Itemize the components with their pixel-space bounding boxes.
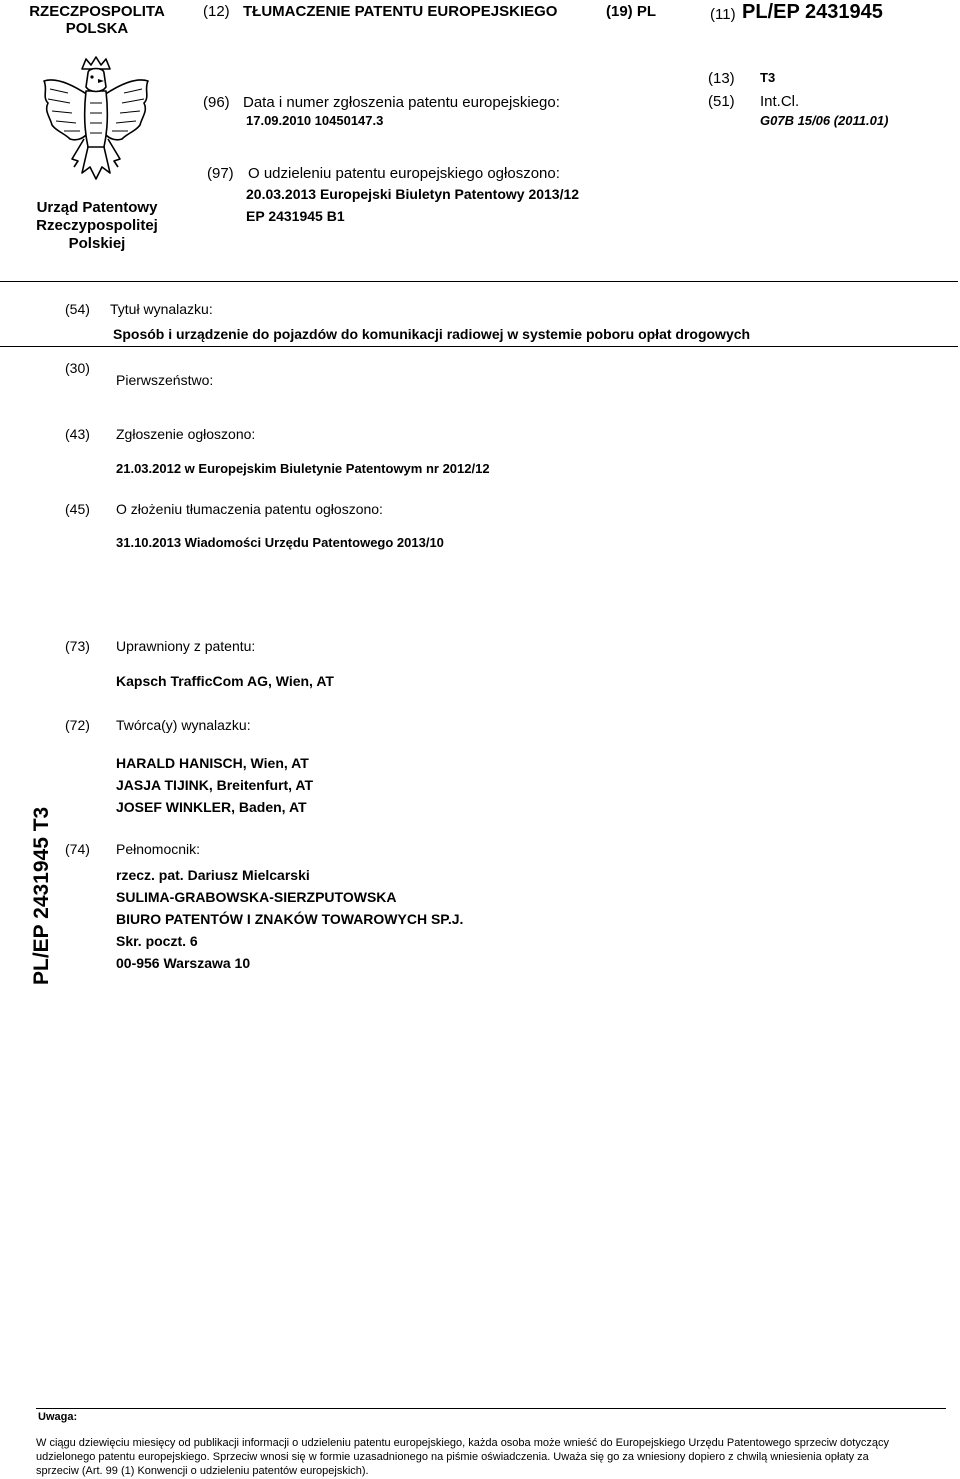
field-97-label: O udzieleniu patentu europejskiego ogłoszono: bbox=[248, 165, 560, 182]
field-43-value: 21.03.2012 w Europejskim Biuletynie Patentowym nr 2012/12 bbox=[116, 461, 490, 476]
code-97: (97) bbox=[207, 165, 234, 182]
attorney-line: rzecz. pat. Dariusz Mielcarski bbox=[116, 867, 310, 883]
field-96-value: 17.09.2010 10450147.3 bbox=[246, 113, 384, 128]
attorney-line: Skr. poczt. 6 bbox=[116, 933, 198, 949]
polish-eagle-emblem-icon bbox=[38, 55, 154, 183]
field-97-value: 20.03.2013 Europejski Biuletyn Patentowy 2013/12 bbox=[246, 186, 580, 202]
patent-number: PL/EP 2431945 bbox=[742, 1, 883, 23]
attorney-line: 00-956 Warszawa 10 bbox=[116, 955, 251, 971]
field-51-value: G07B 15/06 (2011.01) bbox=[760, 113, 889, 128]
code-51: (51) bbox=[708, 93, 735, 110]
footer-line: W ciągu dziewięciu miesięcy od publikacji informacji o udzieleniu patentu europejskiego, każda osoba może wnieść do Europejskiego Urzędu Patentowego sprzeciw dotyczący bbox=[36, 1437, 889, 1449]
inventor-item: JASJA TIJINK, Breitenfurt, AT bbox=[116, 777, 314, 793]
code-13: (13) bbox=[708, 70, 735, 87]
code-45: (45) bbox=[65, 501, 90, 517]
office-line-2: Rzeczypospolitej bbox=[36, 217, 158, 234]
field-45-label: O złożeniu tłumaczenia patentu ogłoszono: bbox=[116, 501, 383, 517]
footer-divider bbox=[36, 1408, 946, 1409]
title-divider bbox=[0, 346, 958, 347]
inventors-list bbox=[116, 752, 313, 818]
patent-owner: Kapsch TrafficCom AG, Wien, AT bbox=[116, 673, 334, 689]
office-line-1: Urząd Patentowy bbox=[36, 199, 158, 216]
field-30-label: Pierwszeństwo: bbox=[116, 372, 214, 388]
field-43-label: Zgłoszenie ogłoszono: bbox=[116, 426, 256, 442]
office-line-3: Polskiej bbox=[68, 235, 126, 252]
code-19: (19) PL bbox=[606, 3, 657, 20]
document-kind: TŁUMACZENIE PATENTU EUROPEJSKIEGO bbox=[243, 3, 558, 20]
country-line-2: POLSKA bbox=[65, 20, 129, 37]
code-54: (54) bbox=[65, 301, 90, 317]
country-line-1: RZECZPOSPOLITA bbox=[29, 3, 165, 20]
field-51-label: Int.Cl. bbox=[760, 93, 800, 110]
side-patent-label: PL/EP 2431945 T3 bbox=[30, 806, 53, 985]
footer-line: sprzeciw (Art. 99 (1) Konwencji o udzieleniu patentów europejskich). bbox=[36, 1465, 369, 1477]
code-73: (73) bbox=[65, 638, 90, 654]
header-divider bbox=[0, 281, 958, 282]
code-11: (11) bbox=[710, 6, 736, 23]
footer-title: Uwaga: bbox=[38, 1411, 78, 1423]
field-45-value: 31.10.2013 Wiadomości Urzędu Patentowego 2013/10 bbox=[116, 535, 444, 550]
code-30: (30) bbox=[65, 360, 90, 376]
field-54-label: Tytuł wynalazku: bbox=[110, 301, 213, 317]
field-96-label: Data i numer zgłoszenia patentu europejskiego: bbox=[243, 94, 560, 111]
footer-note bbox=[36, 1436, 946, 1478]
footer-line: udzielonego patentu europejskiego. Sprzeciw wnosi się w formie uzasadnionego na piśmie oświadczenia. Uważa się go za wniesiony dopiero z chwilą wniesienia opłaty za bbox=[36, 1451, 869, 1463]
field-13-value: T3 bbox=[760, 70, 776, 85]
code-43: (43) bbox=[65, 426, 90, 442]
code-96: (96) bbox=[203, 94, 230, 111]
attorney-line: SULIMA-GRABOWSKA-SIERZPUTOWSKA bbox=[116, 889, 397, 905]
inventor-item: HARALD HANISCH, Wien, AT bbox=[116, 755, 309, 771]
code-74: (74) bbox=[65, 841, 90, 857]
country-name bbox=[18, 3, 176, 37]
attorney-line: BIURO PATENTÓW I ZNAKÓW TOWAROWYCH SP.J. bbox=[116, 911, 464, 927]
field-97-value-2: EP 2431945 B1 bbox=[246, 208, 345, 224]
inventor-item: JOSEF WINKLER, Baden, AT bbox=[116, 799, 307, 815]
code-12: (12) bbox=[203, 3, 230, 20]
invention-title: Sposób i urządzenie do pojazdów do komunikacji radiowej w systemie poboru opłat drogowych bbox=[113, 326, 751, 342]
attorney-block bbox=[116, 864, 463, 974]
field-73-label: Uprawniony z patentu: bbox=[116, 638, 256, 654]
field-72-label: Twórca(y) wynalazku: bbox=[116, 717, 251, 733]
office-name bbox=[18, 199, 176, 253]
field-74-label: Pełnomocnik: bbox=[116, 841, 201, 857]
code-72: (72) bbox=[65, 717, 90, 733]
